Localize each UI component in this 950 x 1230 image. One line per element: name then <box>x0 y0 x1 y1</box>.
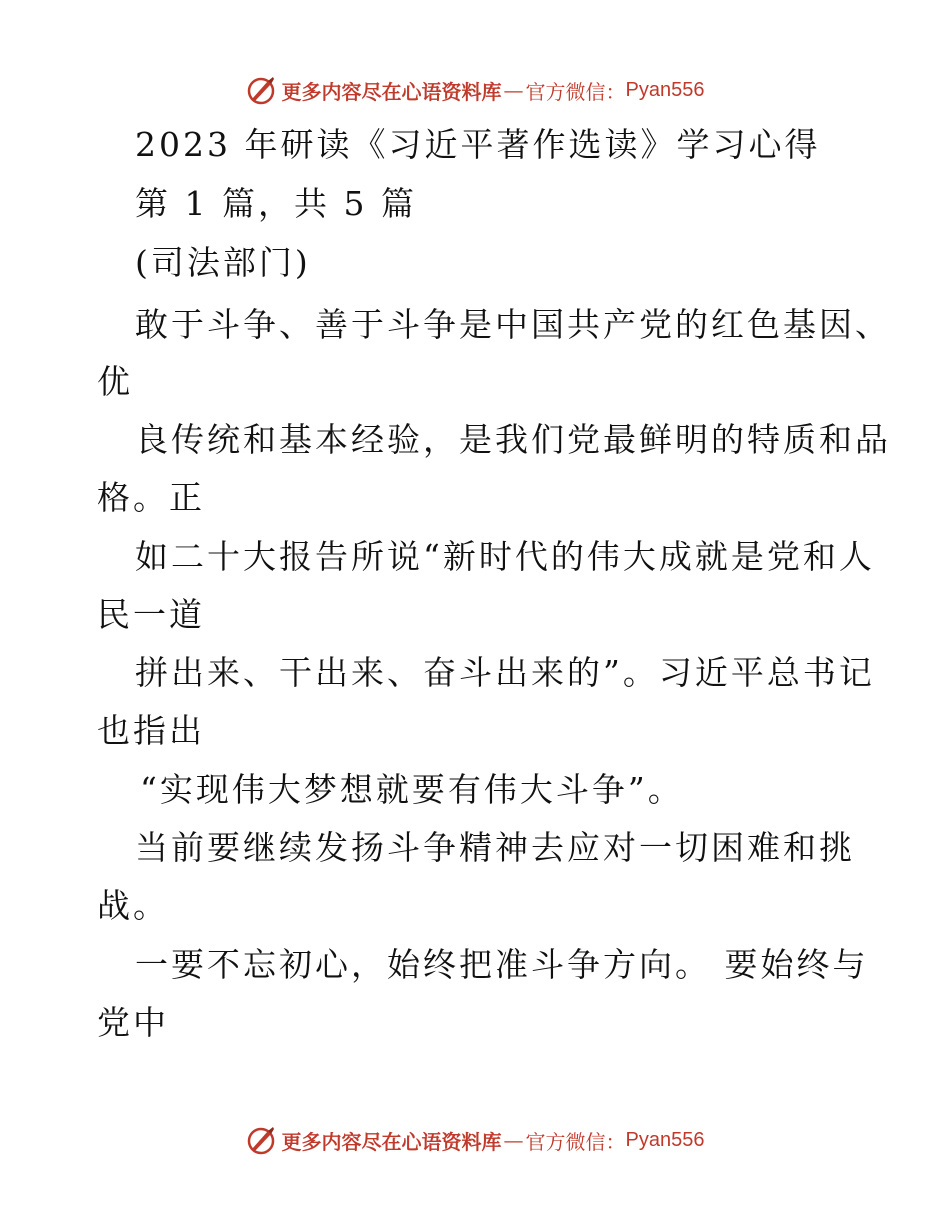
document-title: 2023 年研读《习近平著作选读》学习心得 <box>135 125 821 164</box>
footer-banner-dash: — <box>503 1128 524 1152</box>
header-banner-wechat-id: Pyan556 <box>625 78 705 101</box>
quill-pen-logo-icon <box>246 75 276 105</box>
paragraph-line: 格。正 <box>97 478 205 517</box>
paragraph-line: 党中 <box>97 1003 169 1042</box>
paragraph-line: 民一道 <box>97 595 205 634</box>
paragraph-line: 良传统和基本经验，是我们党最鲜明的特质和品 <box>135 420 891 459</box>
footer-banner-official-label: 官方微信： <box>525 1129 626 1154</box>
quill-pen-logo-icon <box>246 1125 276 1155</box>
paragraph-line: 优 <box>97 362 133 401</box>
footer-banner-text: 更多内容尽在心语资料库 <box>281 1129 502 1154</box>
header-banner-dash: — <box>503 78 524 102</box>
header-banner-official-label: 官方微信： <box>525 79 626 104</box>
footer-banner <box>0 1120 950 1160</box>
footer-banner-wechat-id: Pyan556 <box>625 1128 705 1151</box>
paragraph-line: 敢于斗争、善于斗争是中国共产党的红色基因、 <box>135 305 891 344</box>
paragraph-line: 拼出来、干出来、奋斗出来的”。习近平总书记 <box>135 653 875 692</box>
header-banner <box>0 70 950 110</box>
header-banner-text: 更多内容尽在心语资料库 <box>281 79 502 104</box>
paragraph-line: 也指出 <box>97 711 205 750</box>
paragraph-line: 如二十大报告所说“新时代的伟大成就是党和人 <box>135 537 875 576</box>
document-part-number: 第 1 篇，共 5 篇 <box>135 184 417 223</box>
document-department: (司法部门) <box>135 243 311 282</box>
paragraph-line: 战。 <box>97 886 169 925</box>
paragraph-line: 一要不忘初心，始终把准斗争方向。 要始终与 <box>135 945 869 984</box>
paragraph-line: 当前要继续发扬斗争精神去应对一切困难和挑 <box>135 828 855 867</box>
paragraph-line: “实现伟大梦想就要有伟大斗争”。 <box>140 770 684 809</box>
